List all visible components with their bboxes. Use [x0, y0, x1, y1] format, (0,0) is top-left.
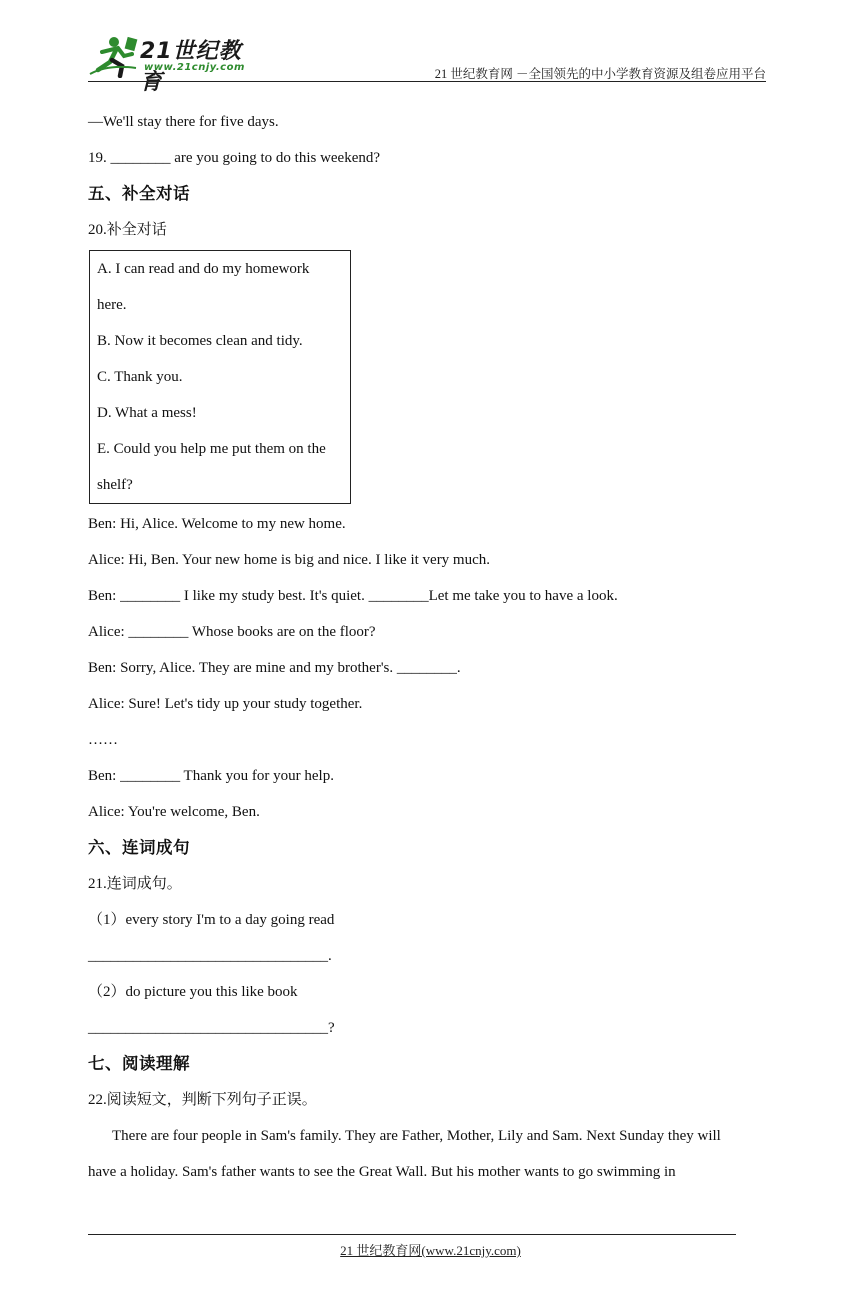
dialogue-line: Ben: ________ I like my study best. It's quiet. ________Let me take you to have a look. — [88, 588, 618, 604]
document-body — [88, 104, 768, 1190]
header-rule — [88, 81, 766, 82]
dialogue-line: Ben: Hi, Alice. Welcome to my new home. — [88, 516, 346, 532]
option-line: shelf? — [97, 477, 133, 493]
section-5-title: 五、补全对话 — [88, 184, 190, 203]
dialogue-line: Alice: Sure! Let's tidy up your study together. — [88, 696, 363, 712]
dialogue-line: Alice: Hi, Ben. Your new home is big and nice. I like it very much. — [88, 552, 491, 568]
item-prompt: （1）every story I'm to a day going read — [88, 912, 335, 928]
section-7-title: 七、阅读理解 — [88, 1054, 190, 1073]
section-6-title: 六、连词成句 — [88, 838, 190, 857]
option-line: here. — [97, 297, 127, 313]
logo-title: 21世纪教育 — [140, 39, 242, 95]
dialogue-line: Ben: Sorry, Alice. They are mine and my brother's. ________. — [88, 660, 461, 676]
question-19: 19. ________ are you going to do this weekend? — [88, 150, 381, 166]
option-line: C. Thank you. — [97, 369, 183, 385]
option-line: A. I can read and do my homework — [97, 261, 310, 277]
logo-url: www.21cnjy.com — [144, 62, 245, 73]
option-line: D. What a mess! — [97, 405, 197, 421]
options-box — [89, 250, 351, 504]
dialogue-line: Ben: ________ Thank you for your help. — [88, 768, 334, 784]
passage-line: There are four people in Sam's family. They are Father, Mother, Lily and Sam. Next Sunday they will — [112, 1128, 721, 1144]
answer-blank: ________________________________? — [88, 1020, 335, 1036]
page-header — [88, 30, 766, 95]
answer-blank: ________________________________. — [88, 948, 332, 964]
item-prompt: （2）do picture you this like book — [88, 984, 298, 1000]
question-21-label: 21.连词成句。 — [88, 876, 182, 892]
option-line: B. Now it becomes clean and tidy. — [97, 333, 303, 349]
question-20-label: 20.补全对话 — [88, 222, 167, 238]
option-line: E. Could you help me put them on the — [97, 441, 326, 457]
dialogue-line: Alice: You're welcome, Ben. — [88, 804, 260, 820]
passage-line: have a holiday. Sam's father wants to see the Great Wall. But his mother wants to go swimming in — [88, 1164, 676, 1180]
site-logo — [88, 34, 263, 95]
footer-link[interactable]: 21 世纪教育网(www.21cnjy.com) — [340, 1243, 521, 1258]
header-site-text: 21 世纪教育网 －全国领先的中小学教育资源及组卷应用平台 — [434, 67, 766, 81]
dialogue-line: …… — [88, 732, 118, 748]
footer-rule — [88, 1234, 736, 1235]
question-22-label: 22.阅读短文，判断下列句子正误。 — [88, 1092, 317, 1108]
page-footer — [0, 1240, 861, 1259]
text-line: —We'll stay there for five days. — [88, 114, 279, 130]
dialogue-line: Alice: ________ Whose books are on the floor? — [88, 624, 376, 640]
